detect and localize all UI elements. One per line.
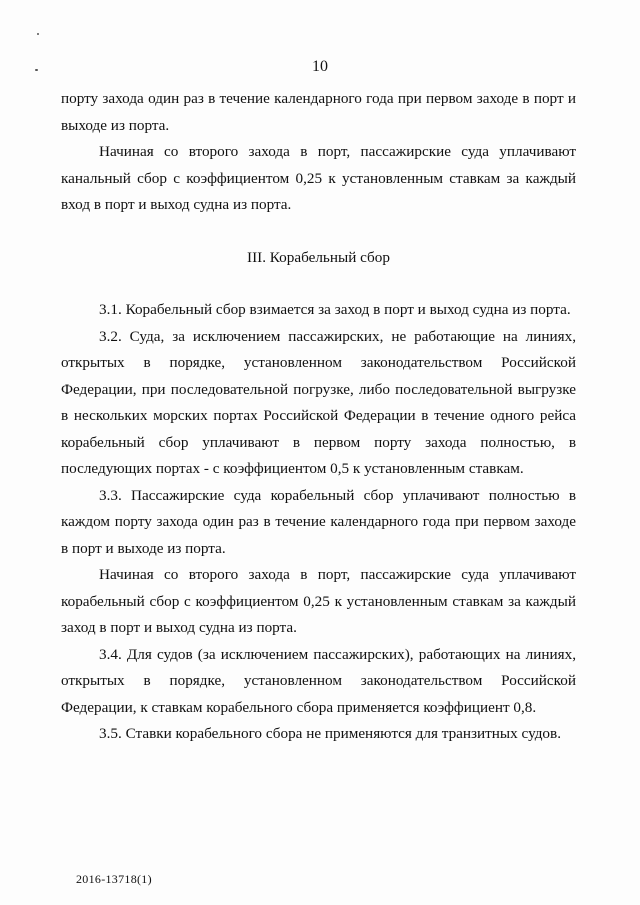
paragraph: Начиная со второго захода в порт, пассажирские суда уплачивают корабельный сбор с коэффициентом 0,25 к установленным ставкам за каждый заход в порт и выход судна из порта.: [61, 566, 576, 636]
page-number: 10: [312, 58, 328, 75]
paragraph-3-3: 3.3. Пассажирские суда корабельный сбор уплачивают полностью в каждом порту захода один раз в течение календарного года при первом заходе в порт и выходе из порта.: [61, 486, 576, 557]
document-code: 2016-13718(1): [76, 872, 152, 886]
paragraph-3-2: 3.2. Суда, за исключением пассажирских, не работающие на линиях, открытых в порядке, установленном законодательством Российской Федерации, при последовательной погрузке, либо последовательной выгрузке в нескольких морских портах Российской Федерации в течение одного рейса корабельный сбор уплачивают в первом порту захода полностью, в последующих портах - с коэффициентом 0,5 к установленным ставкам.: [61, 327, 576, 477]
paragraph-3-5: 3.5. Ставки корабельного сбора не применяются для транзитных судов.: [99, 725, 561, 742]
paragraph-3-1: 3.1. Корабельный сбор взимается за заход в порт и выход судна из порта.: [99, 301, 571, 318]
paragraph: Начиная со второго захода в порт, пассажирские суда уплачивают канальный сбор с коэффициентом 0,25 к установленным ставкам за каждый вход в порт и выход судна из порта.: [61, 143, 576, 213]
document-body: [61, 86, 576, 748]
section-heading: III. Корабельный сбор: [247, 248, 390, 266]
scan-speck: [37, 33, 39, 35]
paragraph-3-4: 3.4. Для судов (за исключением пассажирских), работающих на линиях, открытых в порядке, установленном законодательством Российской Федерации, к ставкам корабельного сбора применяется коэффициент 0,8.: [61, 645, 576, 716]
paragraph-continuation: порту захода один раз в течение календарного года при первом заходе в порт и выходе из порта.: [61, 90, 576, 134]
